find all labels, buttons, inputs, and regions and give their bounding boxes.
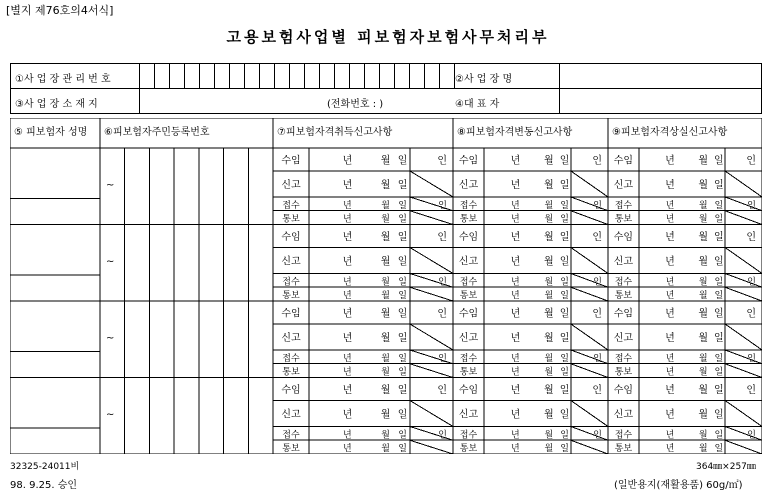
divider [304,64,305,88]
seal-label: 인 [437,231,447,243]
strike-diagonal [725,440,762,454]
year-label: 년 [511,367,520,378]
month-label: 월 [544,430,554,441]
month-label: 월 [380,256,391,268]
month-label: 월 [544,256,554,268]
year-label: 년 [511,291,520,302]
seal-label: 인 [592,308,602,320]
day-label: 일 [714,430,724,441]
month-label: 월 [380,179,391,191]
row-label-report: 신고 [613,256,634,268]
year-label: 년 [511,214,520,225]
divider [409,64,410,88]
year-label: 년 [342,256,353,268]
seal-label: 인 [747,353,756,364]
row-label-notify: 통보 [459,444,478,454]
day-label: 일 [397,256,408,268]
seal-label: 인 [438,353,447,364]
year-label: 년 [665,367,675,378]
row-label-receive: 수임 [281,308,301,320]
divider [349,64,350,88]
month-label: 월 [544,291,554,302]
row-label-receive: 수임 [613,155,634,167]
day-label: 일 [398,367,407,378]
year-label: 년 [343,214,352,225]
divider [319,64,320,88]
strike-diagonal [725,287,762,301]
address-label: ③사 업 장 소 재 지 [15,99,98,110]
row-label-accept: 접수 [614,277,633,288]
month-label: 월 [381,200,390,211]
seal-label: 인 [746,155,756,167]
month-label: 월 [544,353,554,364]
day-label: 일 [714,409,724,421]
divider [379,64,380,88]
seal-label: 인 [593,200,602,211]
month-label: 월 [544,155,554,167]
day-label: 일 [398,430,407,441]
day-label: 일 [560,430,569,441]
row-label-report: 신고 [281,332,301,344]
month-label: 월 [380,384,391,396]
approval-date: 98. 9.25. 승인 [10,480,78,491]
resident-number-tilde: ~ [106,179,115,191]
seal-label: 인 [437,384,447,396]
month-label: 월 [698,277,708,288]
year-label: 년 [665,277,675,288]
month-label: 월 [698,291,708,302]
day-label: 일 [714,353,724,364]
day-label: 일 [397,384,408,396]
month-label: 월 [698,308,709,320]
divider [334,64,335,88]
month-label: 월 [698,384,709,396]
strike-diagonal [725,324,762,350]
divider [214,64,215,88]
header-loss-report: ⑨피보험자격상실신고사항 [612,127,728,138]
form-number-note: [별지 제76호의4서식] [6,4,114,17]
day-label: 일 [714,332,724,344]
day-label: 일 [398,200,407,211]
year-label: 년 [342,179,353,191]
month-label: 월 [544,277,554,288]
day-label: 일 [398,353,407,364]
day-label: 일 [397,231,408,243]
divider [169,64,170,88]
seal-label: 인 [592,231,602,243]
row-label-report: 신고 [281,256,301,268]
row-label-accept: 접수 [282,353,300,364]
strike-diagonal [410,287,453,301]
divider [364,64,365,88]
row-label-receive: 수임 [458,231,479,243]
seal-label: 인 [746,308,756,320]
strike-diagonal [725,247,762,273]
row-label-receive: 수임 [281,384,301,396]
day-label: 일 [398,444,407,454]
row-label-accept: 접수 [282,430,300,441]
year-label: 년 [665,291,675,302]
month-label: 월 [544,332,554,344]
year-label: 년 [510,155,521,167]
row-label-receive: 수임 [281,231,301,243]
seal-label: 인 [438,430,447,441]
month-label: 월 [380,332,391,344]
row-label-report: 신고 [281,409,301,421]
year-label: 년 [343,291,352,302]
year-label: 년 [510,332,521,344]
row-label-notify: 통보 [282,291,300,302]
row-label-receive: 수임 [613,308,634,320]
month-label: 월 [544,179,554,191]
row-label-notify: 통보 [282,444,300,454]
month-label: 월 [544,444,554,454]
row-label-receive: 수임 [281,155,301,167]
divider [199,64,200,88]
row-label-receive: 수임 [458,155,479,167]
seal-label: 인 [592,384,602,396]
year-label: 년 [665,200,675,211]
divider [424,64,425,88]
divider [289,64,290,88]
year-label: 년 [342,308,353,320]
day-label: 일 [559,409,570,421]
month-label: 월 [381,353,390,364]
month-label: 월 [380,155,391,167]
day-label: 일 [560,444,569,454]
day-label: 일 [714,214,724,225]
seal-label: 인 [593,277,602,288]
insured-records-table [10,118,762,454]
seal-label: 인 [437,155,447,167]
seal-label: 인 [593,353,602,364]
strike-diagonal [571,426,608,440]
month-label: 월 [380,308,391,320]
year-label: 년 [665,308,675,320]
year-label: 년 [665,179,675,191]
strike-diagonal [725,400,762,426]
day-label: 일 [398,214,407,225]
day-label: 일 [559,332,570,344]
strike-diagonal [410,440,453,454]
month-label: 월 [381,444,390,454]
row-label-notify: 통보 [459,214,478,225]
day-label: 일 [714,231,724,243]
header-resident-number: ⑥피보험자주민등록번호 [104,127,210,138]
form-code: 32325-24011비 [10,462,80,472]
form-title: 고용보험사업별 피보험자보험사무처리부 [226,28,550,46]
paper-spec: (일반용지(재활용품) 60g/㎡) [614,480,743,491]
month-label: 월 [698,200,708,211]
row-label-accept: 접수 [614,353,633,364]
day-label: 일 [397,332,408,344]
year-label: 년 [665,409,675,421]
row-label-notify: 통보 [459,291,478,302]
month-label: 월 [698,430,708,441]
divider [229,64,230,88]
day-label: 일 [559,256,570,268]
month-label: 월 [544,409,554,421]
year-label: 년 [665,332,675,344]
strike-diagonal [725,171,762,197]
strike-diagonal [725,364,762,378]
month-label: 월 [698,367,708,378]
row-label-accept: 접수 [614,430,633,441]
row-label-report: 신고 [281,179,301,191]
header-change-report: ⑧피보험자격변동신고사항 [457,127,573,138]
year-label: 년 [665,384,675,396]
month-label: 월 [544,384,554,396]
seal-label: 인 [592,155,602,167]
row-label-receive: 수임 [458,384,479,396]
seal-label: 인 [747,430,756,441]
day-label: 일 [560,214,569,225]
month-label: 월 [381,367,390,378]
day-label: 일 [714,367,724,378]
day-label: 일 [559,179,570,191]
row-label-notify: 통보 [282,214,300,225]
row-label-report: 신고 [458,409,479,421]
strike-diagonal [410,324,453,350]
row-label-accept: 접수 [282,277,300,288]
month-label: 월 [381,291,390,302]
year-label: 년 [343,200,352,211]
month-label: 월 [381,277,390,288]
day-label: 일 [397,179,408,191]
day-label: 일 [714,155,724,167]
strike-diagonal [725,211,762,225]
row-label-accept: 접수 [614,200,633,211]
day-label: 일 [714,256,724,268]
row-label-report: 신고 [613,332,634,344]
strike-diagonal [571,273,608,287]
day-label: 일 [560,277,569,288]
divider [11,88,761,89]
row-label-receive: 수임 [613,384,634,396]
month-label: 월 [698,231,709,243]
strike-diagonal [410,364,453,378]
day-label: 일 [559,384,570,396]
day-label: 일 [714,200,724,211]
month-label: 월 [544,231,554,243]
day-label: 일 [559,231,570,243]
day-label: 일 [560,353,569,364]
seal-label: 인 [747,277,756,288]
resident-number-tilde: ~ [106,409,115,421]
divider [184,64,185,88]
month-label: 월 [698,409,709,421]
divider [154,64,155,88]
divider [259,64,260,88]
mgmt-number-label: ①사 업 장 관 리 번 호 [15,74,111,85]
day-label: 일 [397,308,408,320]
month-label: 월 [698,155,709,167]
day-label: 일 [714,291,724,302]
strike-diagonal [725,426,762,440]
year-label: 년 [342,155,353,167]
day-label: 일 [397,409,408,421]
seal-label: 인 [746,384,756,396]
seal-label: 인 [593,430,602,441]
row-label-notify: 통보 [614,291,633,302]
year-label: 년 [510,384,521,396]
strike-diagonal [725,273,762,287]
row-label-accept: 접수 [282,200,300,211]
month-label: 월 [544,214,554,225]
year-label: 년 [511,200,520,211]
day-label: 일 [714,384,724,396]
divider [394,64,395,88]
strike-diagonal [410,211,453,225]
month-label: 월 [380,231,391,243]
month-label: 월 [381,430,390,441]
seal-label: 인 [747,200,756,211]
month-label: 월 [698,444,708,454]
year-label: 년 [511,430,520,441]
day-label: 일 [560,367,569,378]
year-label: 년 [343,277,352,288]
row-label-report: 신고 [458,179,479,191]
divider [139,64,140,113]
month-label: 월 [698,332,709,344]
month-label: 월 [698,214,708,225]
seal-label: 인 [437,308,447,320]
seal-label: 인 [438,200,447,211]
seal-label: 인 [746,231,756,243]
strike-diagonal [571,197,608,211]
strike-diagonal [571,364,608,378]
strike-diagonal [410,400,453,426]
day-label: 일 [714,277,724,288]
resident-number-tilde: ~ [106,256,115,268]
month-label: 월 [698,353,708,364]
divider [274,64,275,88]
header-acquire-report: ⑦피보험자격취득신고사항 [277,127,393,138]
month-label: 월 [380,409,391,421]
day-label: 일 [397,155,408,167]
year-label: 년 [343,444,352,454]
paper-size: 364㎜×257㎜ [696,462,756,472]
row-label-notify: 통보 [614,367,633,378]
year-label: 년 [342,384,353,396]
row-label-receive: 수임 [613,231,634,243]
representative-label: ④대 표 자 [455,99,500,110]
divider [244,64,245,88]
resident-number-tilde: ~ [106,332,115,344]
year-label: 년 [665,155,675,167]
day-label: 일 [398,291,407,302]
row-label-notify: 통보 [282,367,300,378]
day-label: 일 [560,291,569,302]
year-label: 년 [665,444,675,454]
row-label-notify: 통보 [614,444,633,454]
row-label-accept: 접수 [459,200,478,211]
month-label: 월 [698,179,709,191]
year-label: 년 [665,256,675,268]
day-label: 일 [714,179,724,191]
month-label: 월 [544,308,554,320]
year-label: 년 [665,214,675,225]
row-label-report: 신고 [458,332,479,344]
year-label: 년 [510,409,521,421]
business-info-section [10,63,762,114]
strike-diagonal [410,247,453,273]
day-label: 일 [398,277,407,288]
strike-diagonal [571,287,608,301]
strike-diagonal [571,400,608,426]
row-label-report: 신고 [613,179,634,191]
row-label-accept: 접수 [459,277,478,288]
strike-diagonal [725,350,762,364]
day-label: 일 [559,308,570,320]
year-label: 년 [665,231,675,243]
row-label-report: 신고 [458,256,479,268]
row-label-accept: 접수 [459,430,478,441]
divider [439,64,440,88]
day-label: 일 [559,155,570,167]
row-label-accept: 접수 [459,353,478,364]
strike-diagonal [571,211,608,225]
year-label: 년 [343,430,352,441]
year-label: 년 [343,353,352,364]
year-label: 년 [665,430,675,441]
divider [559,64,560,113]
year-label: 년 [511,444,520,454]
year-label: 년 [343,367,352,378]
month-label: 월 [698,256,709,268]
strike-diagonal [410,171,453,197]
year-label: 년 [510,179,521,191]
phone-label: (전화번호 : ) [327,99,384,110]
day-label: 일 [714,444,724,454]
row-label-notify: 통보 [459,367,478,378]
day-label: 일 [560,200,569,211]
month-label: 월 [544,200,554,211]
year-label: 년 [510,231,521,243]
year-label: 년 [510,308,521,320]
strike-diagonal [725,197,762,211]
row-label-report: 신고 [613,409,634,421]
business-name-label: ②사 업 장 명 [455,74,513,85]
year-label: 년 [342,231,353,243]
row-label-notify: 통보 [614,214,633,225]
row-label-receive: 수임 [458,308,479,320]
month-label: 월 [544,367,554,378]
strike-diagonal [571,350,608,364]
year-label: 년 [511,353,520,364]
seal-label: 인 [438,277,447,288]
strike-diagonal [571,171,608,197]
month-label: 월 [381,214,390,225]
strike-diagonal [571,324,608,350]
year-label: 년 [342,409,353,421]
year-label: 년 [511,277,520,288]
year-label: 년 [510,256,521,268]
year-label: 년 [665,353,675,364]
strike-diagonal [571,440,608,454]
strike-diagonal [571,247,608,273]
header-insured-name: ⑤ 피보험자 성명 [14,127,88,138]
year-label: 년 [342,332,353,344]
day-label: 일 [714,308,724,320]
